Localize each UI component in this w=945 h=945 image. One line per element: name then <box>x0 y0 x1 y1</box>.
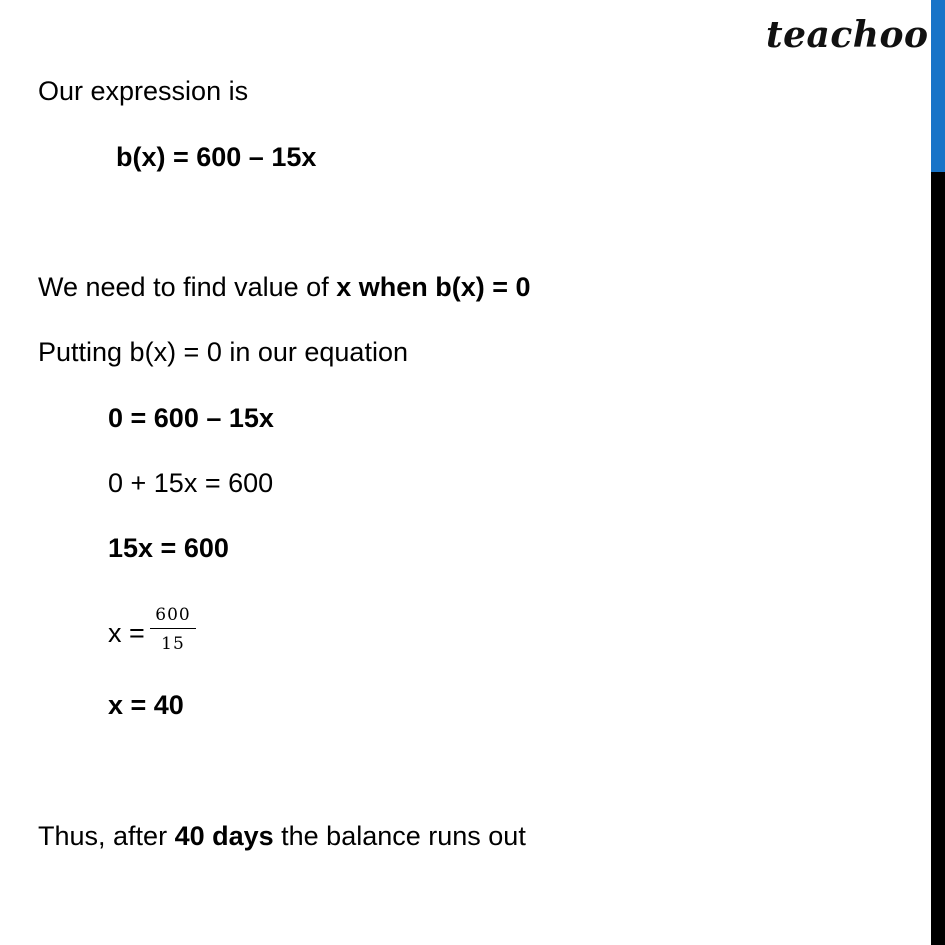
conclusion-suffix: the balance runs out <box>273 821 526 851</box>
putting-text: Putting b(x) = 0 in our equation <box>38 337 408 367</box>
vertical-scrollbar[interactable] <box>931 0 945 945</box>
fraction-denominator: 15 <box>161 634 185 654</box>
fraction-numerator: 600 <box>155 605 191 625</box>
need-condition: x when b(x) = 0 <box>336 272 531 302</box>
conclusion-prefix: Thus, after <box>38 821 175 851</box>
expression-text: b(x) = 600 – 15x <box>116 142 317 172</box>
step-3: 15x = 600 <box>108 533 229 563</box>
step-4-prefix: x = <box>108 618 145 648</box>
step-5: x = 40 <box>108 690 184 720</box>
fraction-bar <box>150 628 196 629</box>
intro-text: Our expression is <box>38 76 249 106</box>
conclusion-text <box>38 820 526 852</box>
teachoo-logo: teachoo <box>766 14 929 56</box>
step-2: 0 + 15x = 600 <box>108 468 274 498</box>
need-prefix: We need to find value of <box>38 272 337 302</box>
step-1: 0 = 600 – 15x <box>108 403 274 433</box>
conclusion-days: 40 days <box>174 821 274 851</box>
need-text <box>38 271 531 303</box>
fraction <box>148 605 198 654</box>
scrollbar-thumb[interactable] <box>931 0 945 172</box>
